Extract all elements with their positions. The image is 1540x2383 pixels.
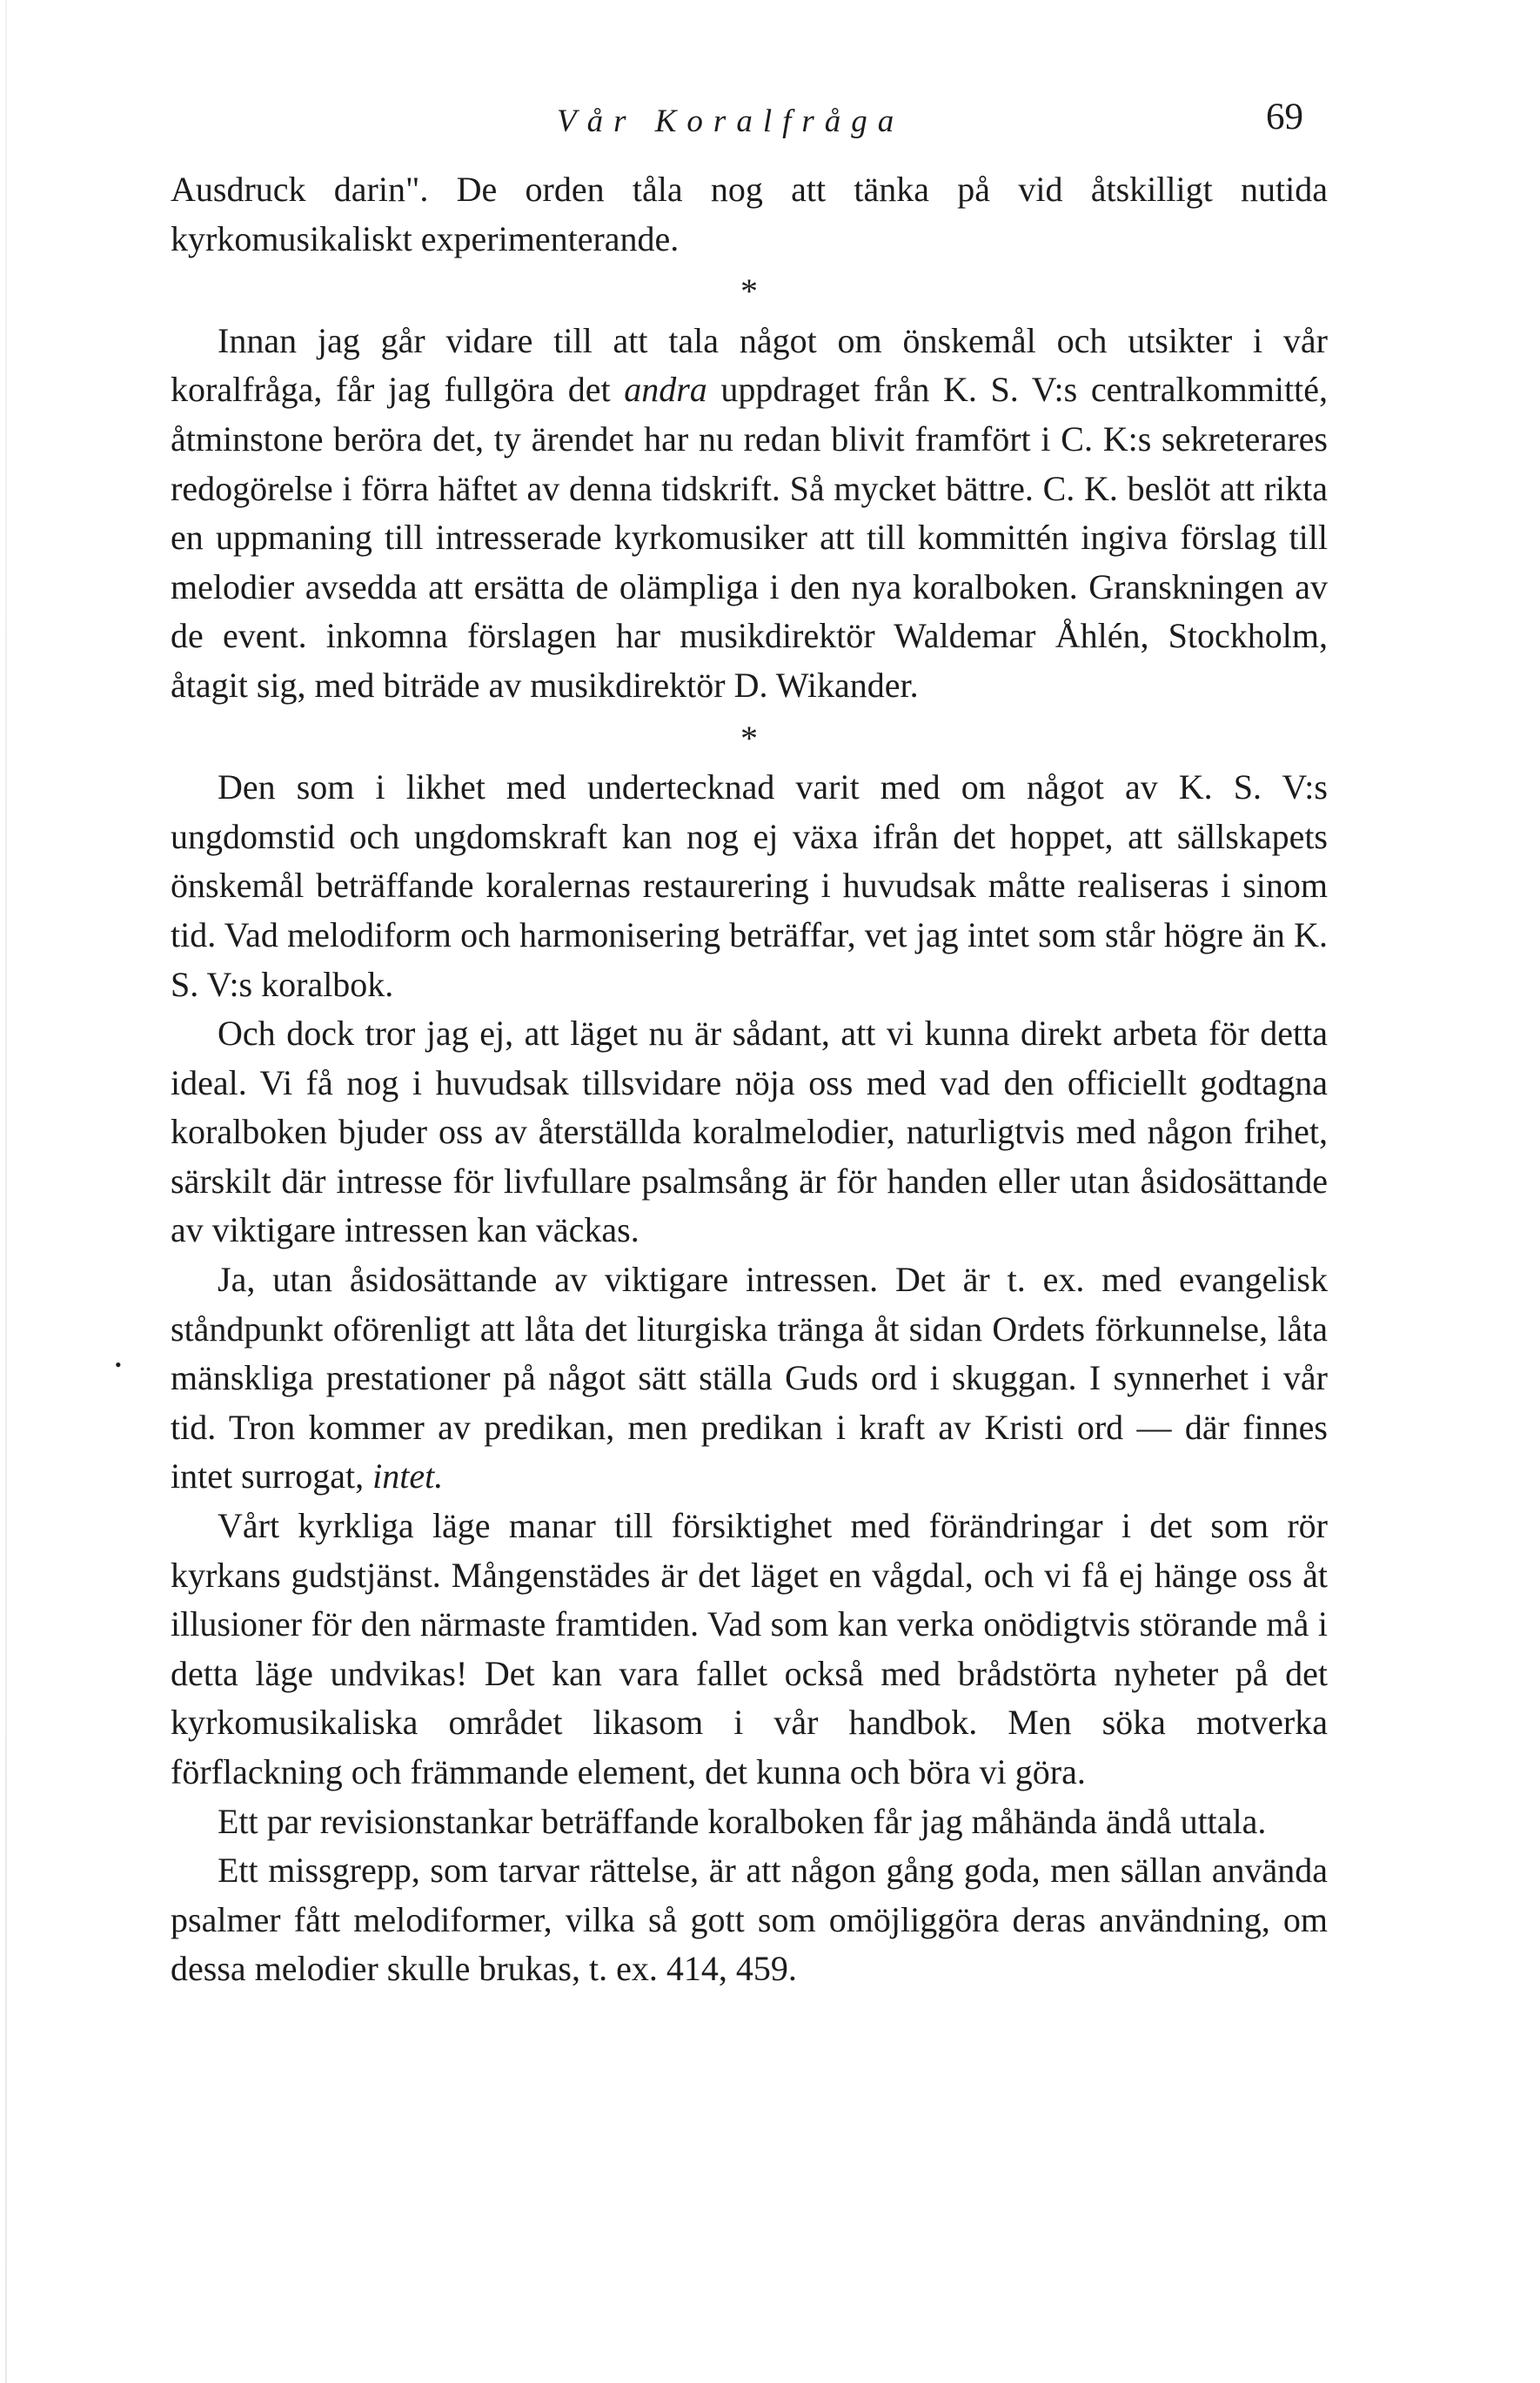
running-title: Vår Koralfråga <box>557 104 905 139</box>
paragraph-3: Den som i likhet med undertecknad varit med om något av K. S. V:s ungdomstid och ungdomskraft kan nog ej växa ifrån det hoppet, att sällskapets önskemål beträffande koralernas restaurering i huvudsak måtte realiseras i sinom tid. Vad melodiform och harmonisering beträffar, vet jag intet som står högre än K. S. V:s koralbok. <box>171 767 1328 1004</box>
paragraph-2-part-b: uppdraget från K. S. V:s centralkommitté, åtminstone beröra det, ty ärendet har nu redan blivit framfört i C. K:s sekreterares redogörelse i förra häftet av denna tidskrift. Så mycket bättre. C. K. beslöt att rikta en uppmaning till intresserade kyrkomusiker att till kommittén ingiva förslag till melodier avsedda att ersätta de olämpliga i den nya koralboken. Granskningen av de event. inkomna förslagen har musikdirektör Waldemar Åhlén, Stockholm, åtagit sig, med biträde av musikdirektör D. Wikander. <box>171 370 1328 705</box>
section-separator-2: * <box>740 718 758 758</box>
paragraph-5-part-a: Ja, utan åsidosättande av viktigare intressen. Det är t. ex. med evangelisk ståndpunkt oförenligt att låta det liturgiska tränga åt sidan Ordets förkunnelse, låta mänskliga prestationer på något sätt ställa Guds ord i skuggan. I synnerhet i vår tid. Tron kommer av predikan, men predikan i kraft av Kristi ord — där finnes intet surrogat, <box>171 1260 1328 1496</box>
margin-mark: • <box>115 1354 122 1376</box>
paragraph-2-part-a: Innan jag går vidare till att tala något om önskemål och utsikter i vår koralfråga, får jag fullgöra det <box>171 320 1328 410</box>
paragraph-6: Vårt kyrkliga läge manar till försiktighet med förändringar i det som rör kyrkans gudstjänst. Mångenstädes är det läget en vågdal, och vi få ej hänge oss åt illusioner för den närmaste framtiden. Vad som kan verka onödigtvis störande må i detta läge undvikas! Det kan vara fallet också med brådstörta nyheter på det kyrkomusikaliska området likasom i vår handbok. Men söka motverka förflackning och främmande element, det kunna och böra vi göra. <box>171 1506 1328 1791</box>
page-edge-shadow <box>5 0 7 2383</box>
paragraph-8: Ett missgrepp, som tarvar rättelse, är att någon gång goda, men sällan använda psalmer fått melodiformer, vilka så gott som omöjliggöra deras användning, om dessa melodier skulle brukas, t. ex. 414, 459. <box>171 1851 1328 1989</box>
paragraph-1: Ausdruck darin". De orden tåla nog att tänka på vid åtskilligt nutida kyrkomusikaliskt experimenterande. <box>171 170 1328 258</box>
paragraph-2 <box>171 317 1328 711</box>
paragraph-7: Ett par revisionstankar beträffande koralboken får jag måhända ändå uttala. <box>218 1801 1267 1841</box>
body-text <box>171 165 1328 1994</box>
paragraph-2-emphasis: andra <box>624 370 707 410</box>
paragraph-4: Och dock tror jag ej, att läget nu är sådant, att vi kunna direkt arbeta för detta ideal. Vi få nog i huvudsak tillsvidare nöja oss med vad den officiellt godtagna koralboken bjuder oss av återställda koralmelodier, naturligtvis med någon frihet, särskilt där intresse för livfullare psalmsång är för handen eller utan åsidosättande av viktigare intressen kan väckas. <box>171 1014 1328 1250</box>
page-number: 69 <box>1266 97 1303 137</box>
paragraph-5 <box>171 1255 1328 1502</box>
page-header <box>0 97 1540 155</box>
section-separator-1: * <box>740 271 758 311</box>
paragraph-5-emphasis: intet. <box>372 1456 444 1496</box>
